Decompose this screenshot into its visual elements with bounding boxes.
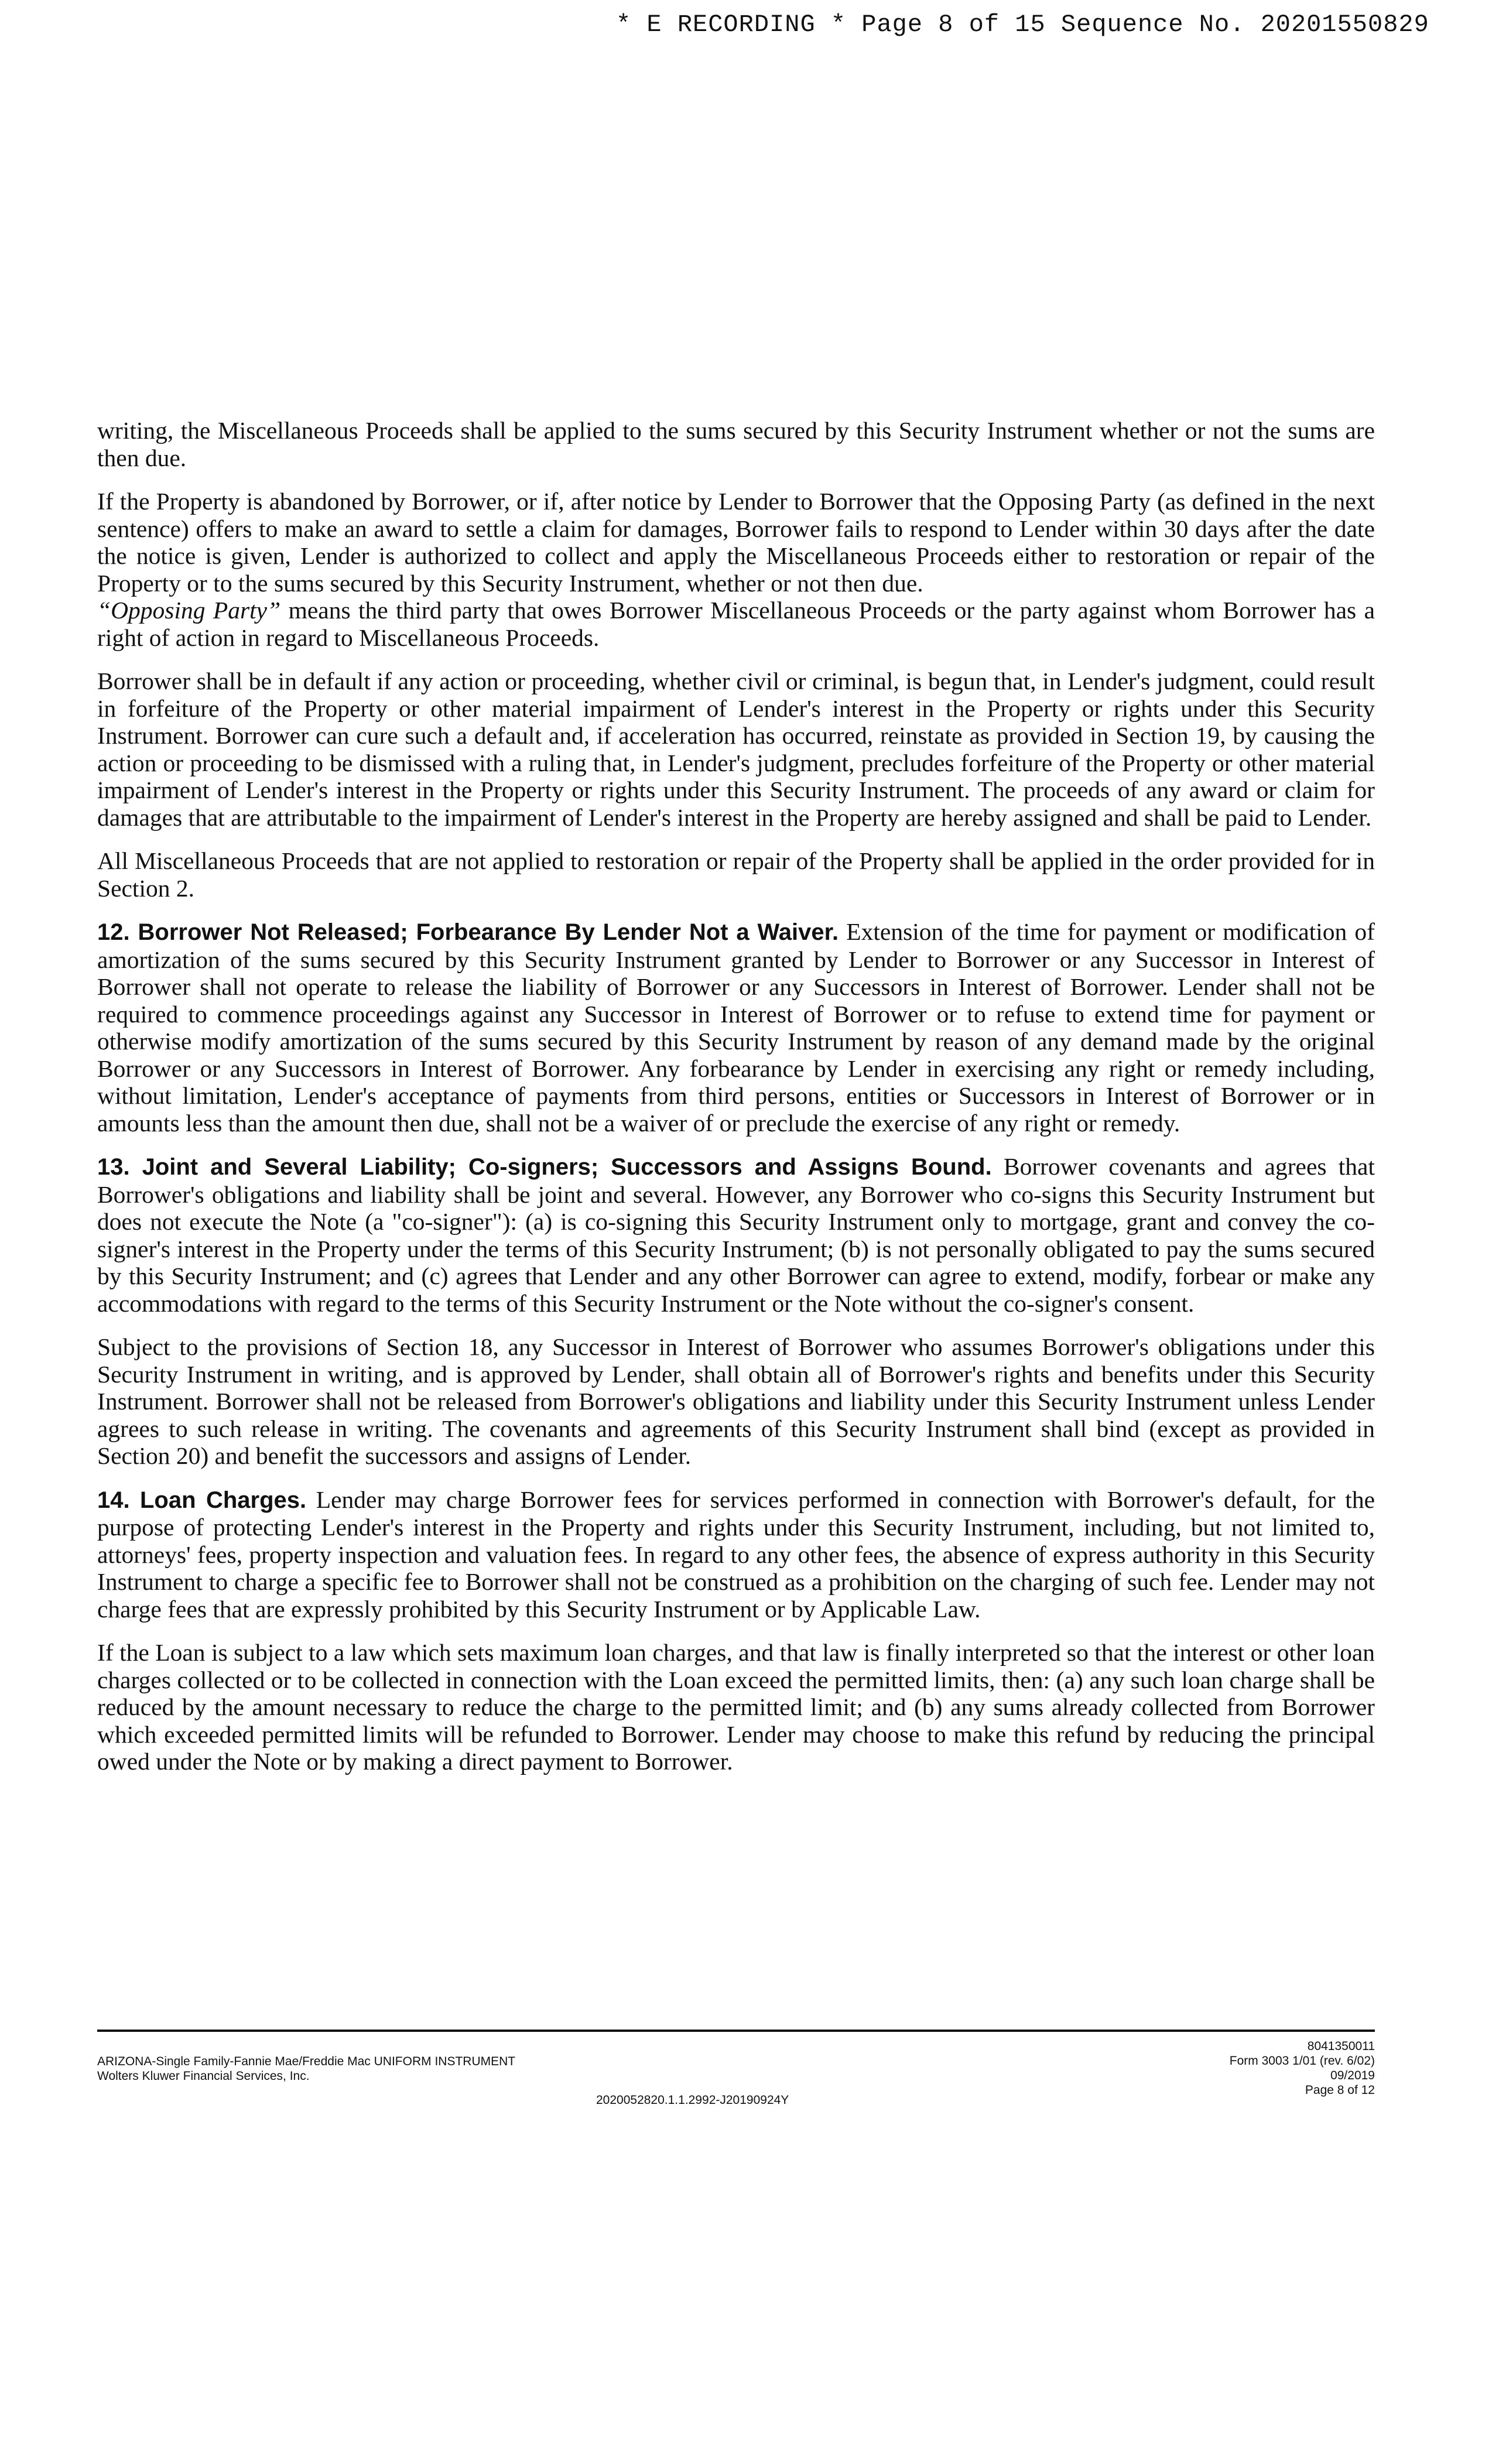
footer-divider: [97, 2030, 1375, 2032]
section-12-body: Extension of the time for payment or modification of amortization of the sums secured by this Security Instrument granted by Lender to Borrower or any Successor in Interest of Borrower shall not operate to release the liability of Borrower or any Successors in Interest of Borrower. Lender shall not be required to commence proceedings against any Successor in Interest of Borrower or to refuse to extend time for payment or otherwise modify amortization of the sums secured by this Security Instrument by reason of any demand made by the original Borrower or any Successors in Interest of Borrower. Any forbearance by Lender in exercising any right or remedy including, without limitation, Lender's acceptance of payments from third persons, entities or Successors in Interest of Borrower or in amounts less than the amount then due, shall not be a waiver of or preclude the exercise of any right or remedy.: [97, 918, 1375, 1137]
paragraph-text: If the Property is abandoned by Borrower, or if, after notice by Lender to Borrower that the Opposing Party (as defined in the next sentence) offers to make an award to settle a claim for damages, Borrower fails to respond to Lender within 30 days after the date the notice is given, Lender is authorized to collect and apply the Miscellaneous Proceeds either to restoration or repair of the Property or to the sums secured by this Security Instrument, whether or not then due.: [97, 488, 1375, 597]
section-14-body: Lender may charge Borrower fees for services performed in connection with Borrower's default, for the purpose of protecting Lender's interest in the Property and rights under this Security Instrument, including, but not limited to, attorneys' fees, property inspection and valuation fees. In regard to any other fees, the absence of express authority in this Security Instrument to charge a specific fee to Borrower shall not be construed as a prohibition on the charging of such fee. Lender may not charge fees that are expressly prohibited by this Security Instrument or by Applicable Law.: [97, 1486, 1375, 1623]
footer-publisher: Wolters Kluwer Financial Services, Inc.: [97, 2069, 310, 2083]
section-12: [97, 918, 1375, 1137]
definition-text: means the third party that owes Borrower Miscellaneous Proceeds or the party against whom Borrower has a right of action in regard to Miscellaneous Proceeds.: [97, 597, 1375, 651]
footer-form-date: 09/2019: [1330, 2069, 1375, 2082]
section-14-heading: 14. Loan Charges.: [97, 1487, 307, 1513]
paragraph-successors: Subject to the provisions of Section 18, any Successor in Interest of Borrower who assumes Borrower's obligations under this Security Instrument in writing, and is approved by Lender, shall obtain all of Borrower's rights and benefits under this Security Instrument. Borrower shall not be released from Borrower's obligations and liability under this Security Instrument unless Lender agrees to such release in writing. The covenants and agreements of this Security Instrument shall bind (except as provided in Section 20) and benefit the successors and assigns of Lender.: [97, 1333, 1375, 1469]
footer-page-info: [1230, 2039, 1375, 2097]
paragraph-order-of-application: All Miscellaneous Proceeds that are not applied to restoration or repair of the Property shall be applied in the order provided for in Section 2.: [97, 847, 1375, 902]
section-14: [97, 1486, 1375, 1623]
section-13-body: Borrower covenants and agrees that Borrower's obligations and liability shall be joint and several. However, any Borrower who co-signs this Security Instrument but does not execute the Note (a "co-signer"): (a) is co-signing this Security Instrument only to mortgage, grant and convey the co-signer's interest in the Property under the terms of this Security Instrument; (b) is not personally obligated to pay the sums secured by this Security Instrument; and (c) agrees that Lender and any other Borrower can agree to extend, modify, forbear or make any accommodations with regard to the terms of this Security Instrument or the Note without the co-signer's consent.: [97, 1153, 1375, 1317]
footer-document-code: 2020052820.1.1.2992-J20190924Y: [596, 2093, 789, 2107]
section-13: [97, 1153, 1375, 1317]
paragraph-property-abandoned: [97, 488, 1375, 651]
section-13-heading: 13. Joint and Several Liability; Co-signers; Successors and Assigns Bound.: [97, 1154, 992, 1180]
footer-form-number: Form 3003 1/01 (rev. 6/02): [1229, 2054, 1375, 2068]
paragraph-maximum-loan-charges: If the Loan is subject to a law which sets maximum loan charges, and that law is finally interpreted so that the interest or other loan charges collected or to be collected in connection with the Loan exceed the permitted limits, then: (a) any such loan charge shall be reduced by the amount necessary to reduce the charge to the permitted limit; and (b) any sums already collected from Borrower which exceeded permitted limits will be refunded to Borrower. Lender may choose to make this refund by reducing the principal owed under the Note or by making a direct payment to Borrower.: [97, 1639, 1375, 1775]
footer-loan-number: 8041350011: [1307, 2039, 1375, 2053]
footer-page-number: Page 8 of 12: [1305, 2083, 1375, 2097]
paragraph-misc-proceeds-applied: writing, the Miscellaneous Proceeds shall be applied to the sums secured by this Security Instrument whether or not the sums are then due.: [97, 417, 1375, 471]
recording-header: * E RECORDING * Page 8 of 15 Sequence No. 20201550829: [616, 11, 1429, 39]
footer-form-title: ARIZONA-Single Family-Fannie Mae/Freddie Mac UNIFORM INSTRUMENT: [97, 2055, 516, 2068]
section-12-heading: 12. Borrower Not Released; Forbearance By Lender Not a Waiver.: [97, 919, 839, 945]
footer-form-info: [97, 2054, 515, 2083]
defined-term-opposing-party: “Opposing Party”: [97, 597, 281, 624]
document-body: [97, 417, 1375, 1792]
paragraph-borrower-default: Borrower shall be in default if any action or proceeding, whether civil or criminal, is begun that, in Lender's judgment, could result in forfeiture of the Property or other material impairment of Lender's interest in the Property or rights under this Security Instrument. Borrower can cure such a default and, if acceleration has occurred, reinstate as provided in Section 19, by causing the action or proceeding to be dismissed with a ruling that, in Lender's judgment, precludes forfeiture of the Property or other material impairment of Lender's interest in the Property or rights under this Security Instrument. The proceeds of any award or claim for damages that are attributable to the impairment of Lender's interest in the Property are hereby assigned and shall be paid to Lender.: [97, 668, 1375, 831]
